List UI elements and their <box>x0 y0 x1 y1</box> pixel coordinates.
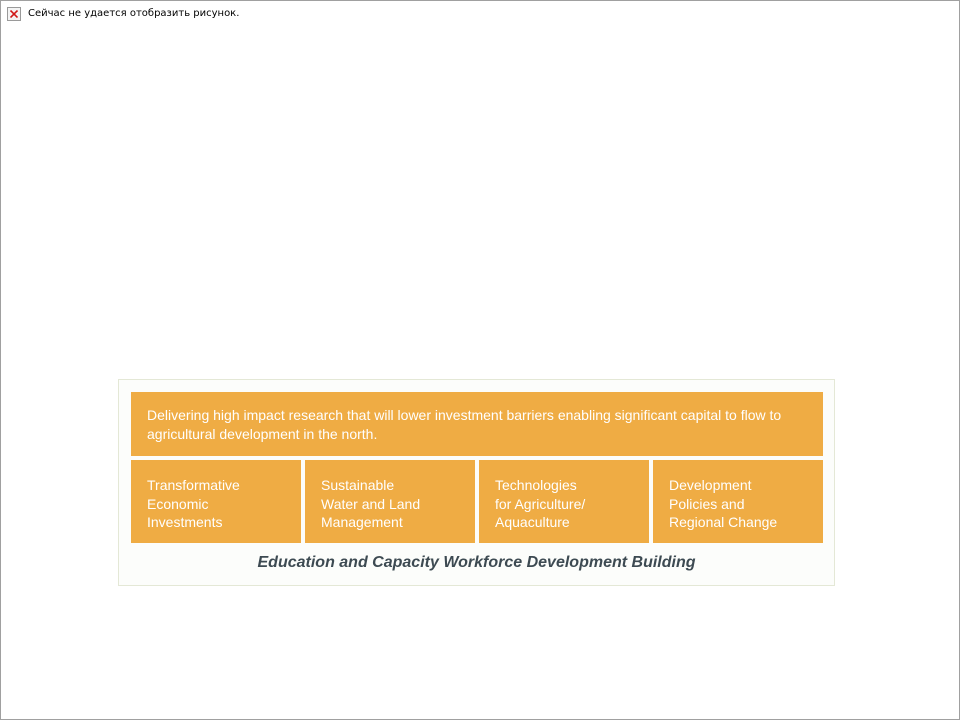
pillar-technologies-agriculture-aquaculture: Technologies for Agriculture/ Aquaculture <box>479 460 649 543</box>
mission-statement-box <box>131 392 823 456</box>
pillars-row <box>131 460 823 543</box>
pillar-sustainable-water-land-management: Sustainable Water and Land Management <box>305 460 475 543</box>
broken-image-icon <box>7 7 21 21</box>
broken-image-placeholder <box>7 7 239 21</box>
research-framework-diagram <box>118 379 835 586</box>
mission-statement-text: Delivering high impact research that will lower investment barriers enabling significant capital to flow to agricultural development in the north. <box>147 407 782 442</box>
pillar-transformative-economic-investments: Transformative Economic Investments <box>131 460 301 543</box>
broken-image-message: Сейчас не удается отобразить рисунок. <box>28 8 240 19</box>
foundation-label: Education and Capacity Workforce Development Building <box>257 554 696 571</box>
pillar-development-policies-regional-change: Development Policies and Regional Change <box>653 460 823 543</box>
close-x-icon <box>10 10 18 18</box>
